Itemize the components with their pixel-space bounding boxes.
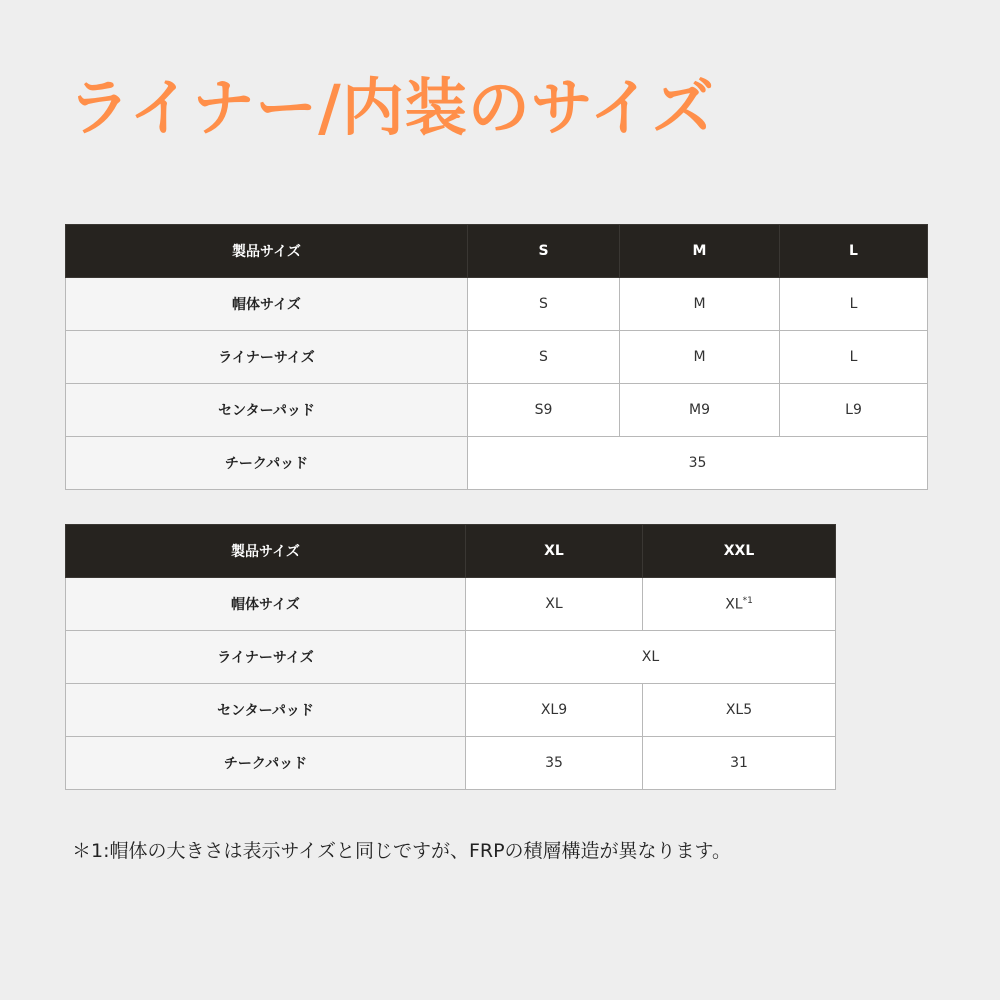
- table-row-shell-size: [66, 278, 928, 331]
- header-size-l: L: [780, 225, 928, 278]
- cell: S: [468, 331, 620, 384]
- header-product-size: 製品サイズ: [66, 525, 466, 578]
- header-size-xxl: XXL: [643, 525, 836, 578]
- footnote-mark: *1: [742, 595, 753, 606]
- header-product-size: 製品サイズ: [66, 225, 468, 278]
- row-label: チークパッド: [66, 437, 468, 490]
- table-row-liner-size: [66, 331, 928, 384]
- table-row-cheek-pad: [66, 437, 928, 490]
- cell: M: [620, 278, 780, 331]
- row-label: ライナーサイズ: [66, 331, 468, 384]
- cell: L9: [780, 384, 928, 437]
- row-label: ライナーサイズ: [66, 631, 466, 684]
- table-row-liner-size: [66, 631, 836, 684]
- merged-cell: XL: [466, 631, 836, 684]
- row-label: センターパッド: [66, 684, 466, 737]
- cell: M: [620, 331, 780, 384]
- header-size-xl: XL: [466, 525, 643, 578]
- size-table-s-m-l: [65, 224, 928, 490]
- cell: S9: [468, 384, 620, 437]
- table-row-center-pad: [66, 684, 836, 737]
- cell: XL: [466, 578, 643, 631]
- table-header-row: [66, 225, 928, 278]
- cell: 31: [643, 737, 836, 790]
- table-row-shell-size: [66, 578, 836, 631]
- merged-cell: 35: [468, 437, 928, 490]
- footnote: ＊1:帽体の大きさは表示サイズと同じですが、FRPの積層構造が異なります。: [72, 840, 732, 862]
- cell: S: [468, 278, 620, 331]
- cell-with-note: [643, 578, 836, 631]
- table-row-center-pad: [66, 384, 928, 437]
- cell: XL5: [643, 684, 836, 737]
- page-title: ライナー/内装のサイズ: [68, 71, 715, 144]
- size-table-xl-xxl: [65, 524, 836, 790]
- cell: 35: [466, 737, 643, 790]
- header-size-s: S: [468, 225, 620, 278]
- row-label: センターパッド: [66, 384, 468, 437]
- row-label: チークパッド: [66, 737, 466, 790]
- table-row-cheek-pad: [66, 737, 836, 790]
- table-header-row: [66, 525, 836, 578]
- row-label: 帽体サイズ: [66, 578, 466, 631]
- cell: M9: [620, 384, 780, 437]
- cell: XL9: [466, 684, 643, 737]
- header-size-m: M: [620, 225, 780, 278]
- cell-value: XL: [725, 596, 743, 613]
- cell: L: [780, 331, 928, 384]
- cell: L: [780, 278, 928, 331]
- row-label: 帽体サイズ: [66, 278, 468, 331]
